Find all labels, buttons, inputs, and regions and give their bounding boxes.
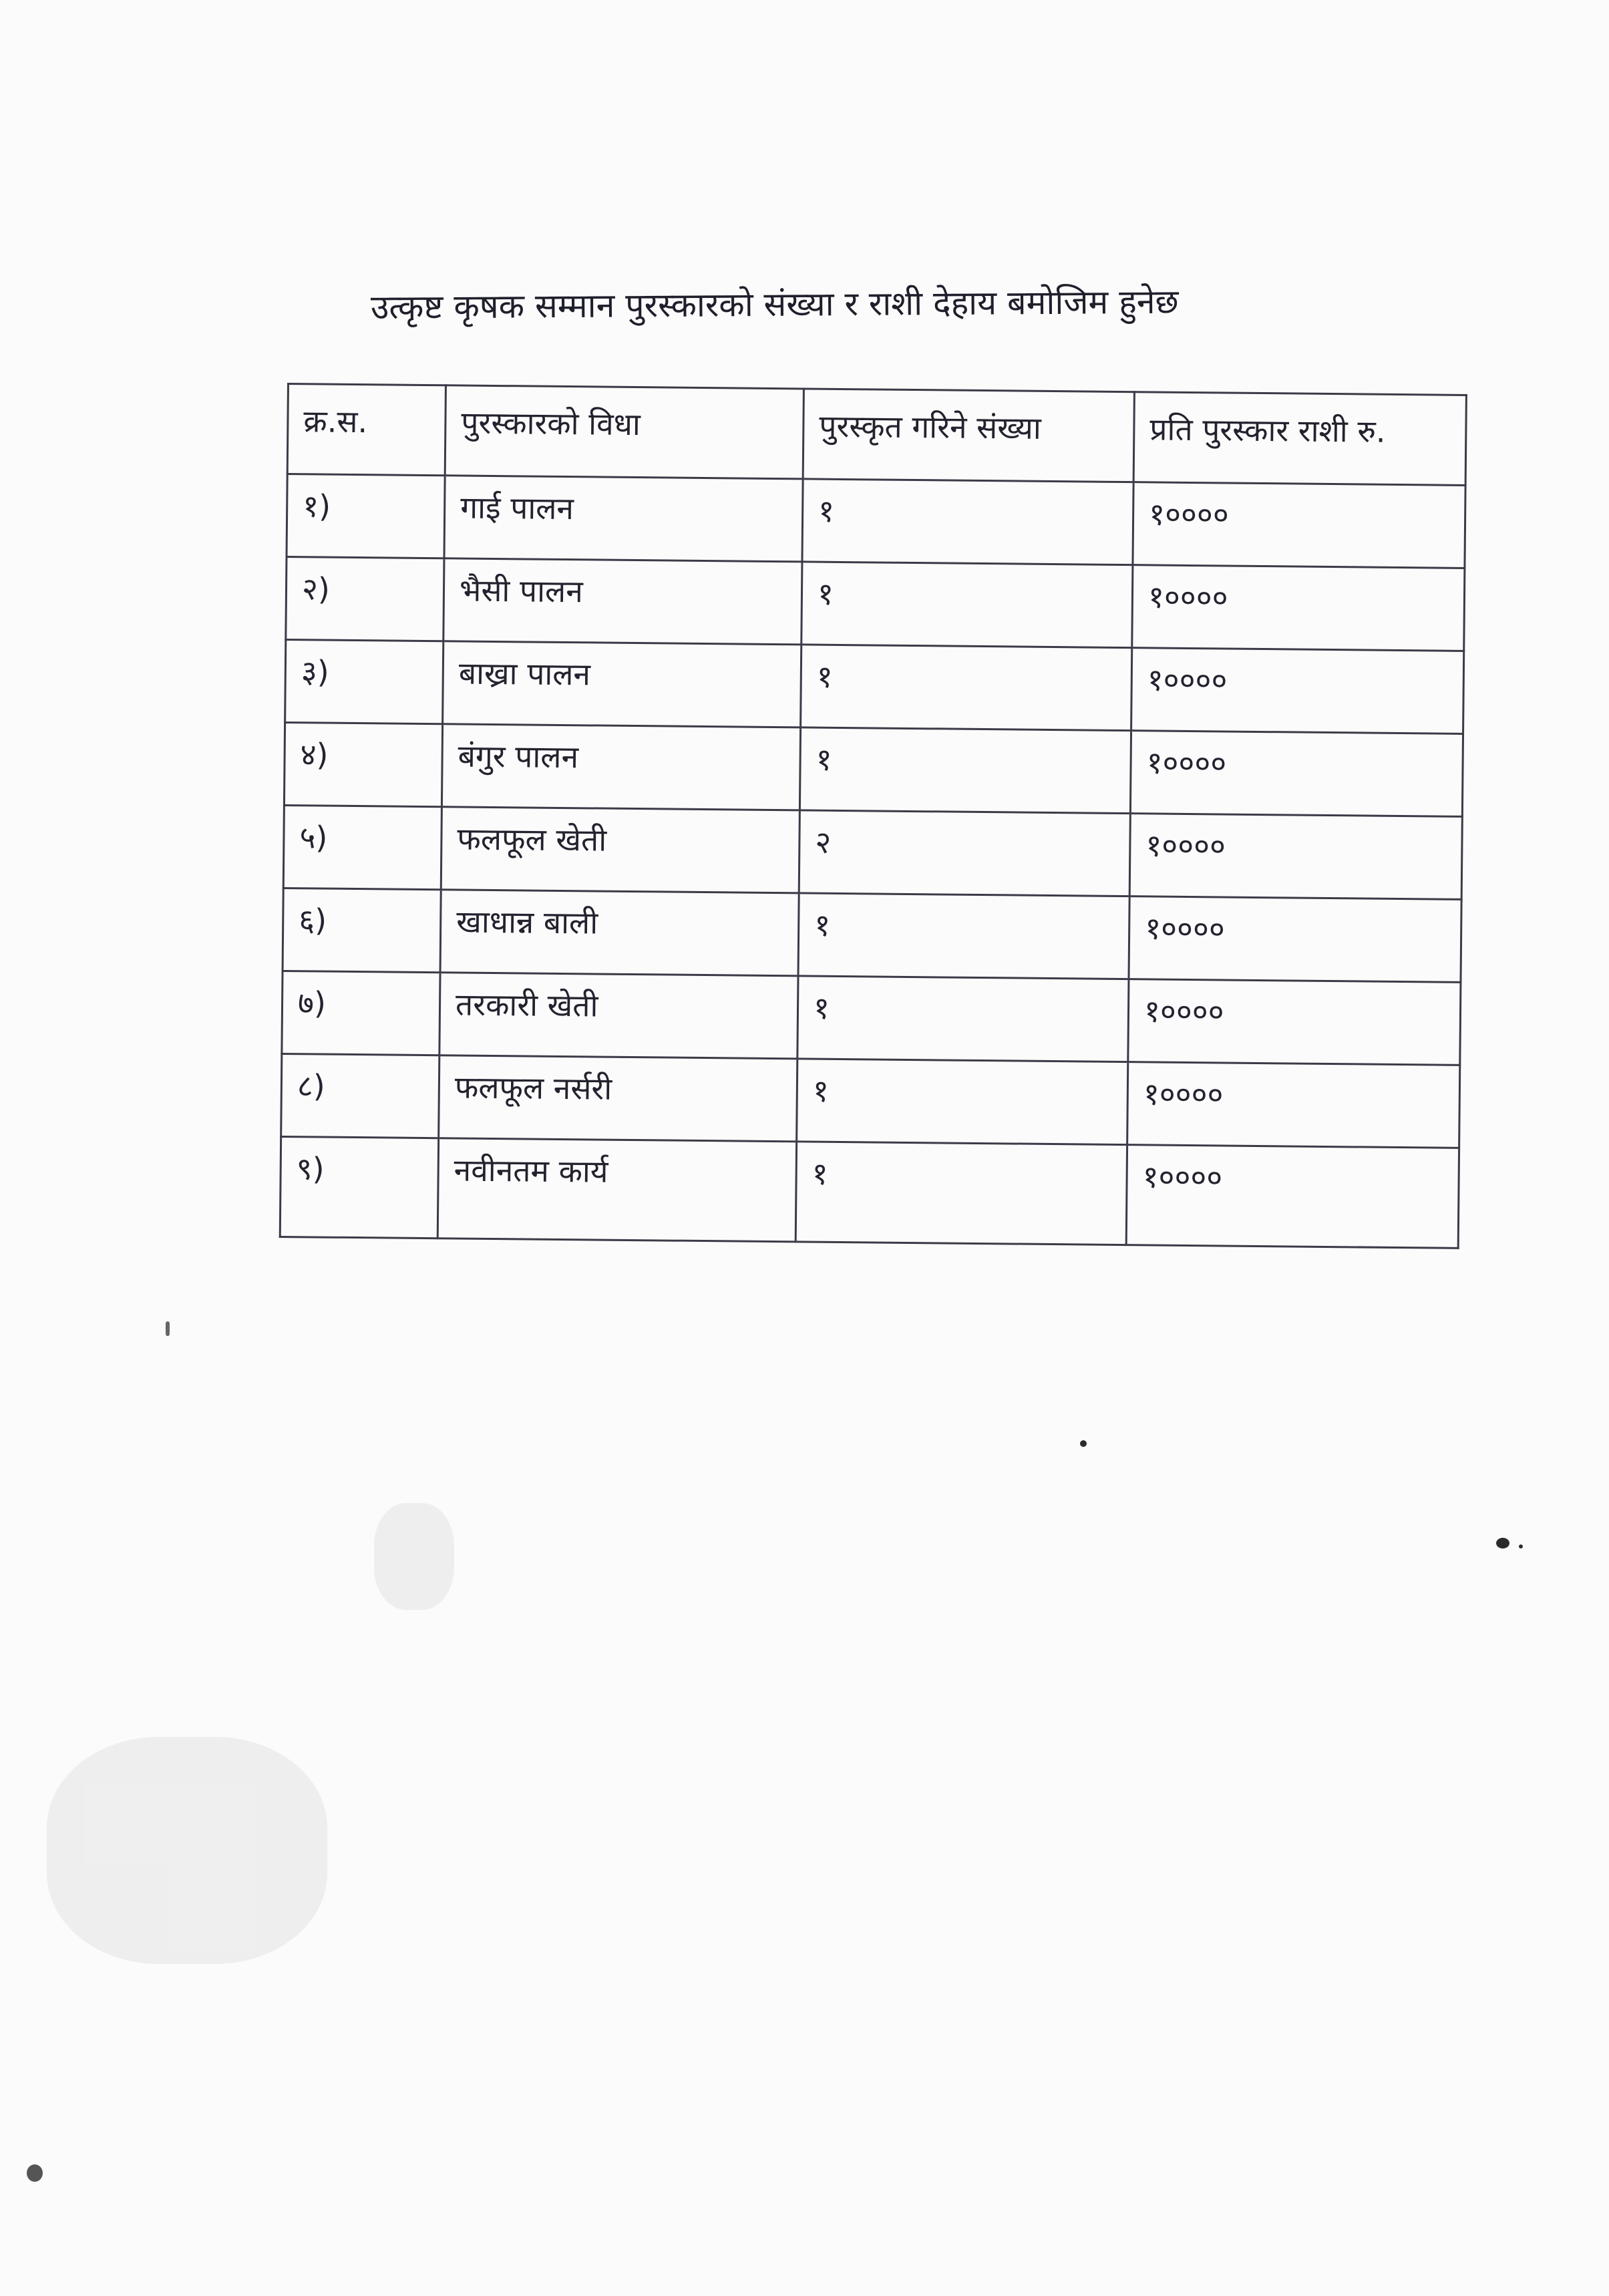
- cell-award-count: १: [797, 1059, 1128, 1145]
- cell-award-count: १: [802, 479, 1133, 565]
- table-header-row: [287, 384, 1466, 486]
- cell-award-count: २: [799, 810, 1130, 896]
- table-row: [283, 888, 1461, 982]
- scan-speck: [1496, 1538, 1509, 1548]
- scan-speck: [27, 2164, 43, 2182]
- cell-award-category: तरकारी खेती: [439, 973, 798, 1059]
- cell-serial-number: ९): [280, 1136, 438, 1238]
- scan-speck: [1519, 1544, 1523, 1548]
- cell-award-amount: १००००: [1127, 1062, 1460, 1148]
- cell-award-amount: १००००: [1129, 814, 1462, 900]
- table-row: [281, 1053, 1460, 1148]
- cell-serial-number: ८): [281, 1053, 439, 1138]
- cell-award-category: गाई पालन: [444, 476, 803, 562]
- cell-award-count: १: [795, 1142, 1127, 1245]
- cell-award-amount: १००००: [1128, 979, 1461, 1065]
- cell-serial-number: २): [286, 557, 444, 641]
- cell-award-amount: १००००: [1131, 648, 1464, 734]
- cell-award-amount: १००००: [1130, 731, 1463, 817]
- cell-award-count: १: [801, 645, 1132, 731]
- table-row: [287, 474, 1465, 568]
- cell-serial-number: १): [287, 474, 445, 558]
- header-award-category: पुरस्कारको विधा: [445, 385, 803, 479]
- document-title: उत्कृष्ट कृषक सम्मान पुरस्कारको संख्या र राशी देहाय बमोजिम हुनेछ: [370, 282, 1179, 327]
- table-row: [280, 1136, 1459, 1248]
- cell-award-amount: १००००: [1132, 565, 1465, 651]
- cell-award-count: १: [799, 727, 1131, 814]
- cell-award-count: १: [801, 562, 1133, 648]
- cell-award-category: फलफूल नर्सरी: [439, 1055, 797, 1142]
- cell-award-category: नवीनतम कार्य: [437, 1138, 796, 1242]
- cell-serial-number: ३): [285, 639, 443, 723]
- cell-award-category: फलफूल खेती: [441, 807, 799, 893]
- table-row: [285, 639, 1464, 733]
- table-row: [282, 971, 1461, 1065]
- header-award-count: पुरस्कृत गरिने संख्या: [803, 389, 1134, 482]
- cell-award-amount: १००००: [1129, 896, 1461, 983]
- cell-award-amount: १००००: [1126, 1145, 1459, 1249]
- cell-award-category: बंगुर पालन: [441, 724, 800, 810]
- award-table: [279, 383, 1467, 1249]
- cell-award-category: बाख्रा पालन: [443, 641, 801, 727]
- cell-serial-number: ४): [284, 722, 442, 806]
- header-award-amount: प्रति पुरस्कार राशी रु.: [1133, 392, 1466, 486]
- scan-smudge: [47, 1737, 327, 1964]
- cell-serial-number: ५): [283, 805, 441, 889]
- cell-serial-number: ७): [282, 971, 440, 1055]
- scan-speck: [166, 1321, 170, 1336]
- header-serial-number: क्र.स.: [287, 384, 445, 476]
- scan-speck: [1080, 1440, 1087, 1447]
- table-row: [284, 722, 1463, 816]
- cell-serial-number: ६): [283, 888, 441, 972]
- cell-award-count: १: [798, 893, 1129, 979]
- cell-award-category: भैसी पालन: [443, 558, 802, 645]
- scan-smudge: [374, 1503, 454, 1610]
- table-row: [283, 805, 1462, 899]
- cell-award-category: खाधान्न बाली: [440, 890, 799, 976]
- award-table-container: [279, 383, 1465, 1324]
- cell-award-amount: १००००: [1133, 482, 1465, 568]
- table-row: [286, 557, 1465, 651]
- cell-award-count: १: [797, 976, 1129, 1062]
